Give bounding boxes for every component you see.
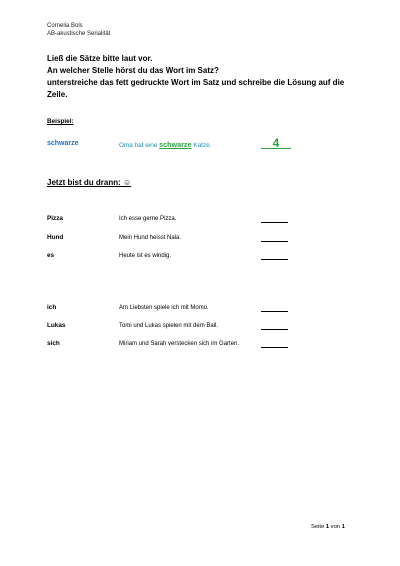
answer-line[interactable] xyxy=(261,241,288,242)
example-sentence-start: Oma hat eine xyxy=(119,142,160,149)
answer-line[interactable] xyxy=(261,222,288,223)
task-sentence: Heute ist es windig. xyxy=(119,253,172,259)
task-sentence: Tomi und Lukas spielen mit dem Ball. xyxy=(119,323,219,329)
task-word: sich xyxy=(47,340,60,347)
answer-line[interactable] xyxy=(261,347,288,348)
answer-line[interactable] xyxy=(261,329,288,330)
example-answer: 4 xyxy=(272,136,280,150)
task-row xyxy=(0,340,400,352)
task-word: ich xyxy=(47,304,57,311)
page-number-separator: von xyxy=(329,524,342,530)
task-sentence: Am Liebsten spiele ich mit Momo. xyxy=(119,305,209,311)
task-word: Lukas xyxy=(47,322,66,329)
document-subtitle: AB-akustische Serialität xyxy=(47,31,111,37)
document-header xyxy=(47,22,110,38)
total-pages: 1 xyxy=(341,524,345,530)
example-sentence xyxy=(119,140,211,149)
instruction-line: Ließ die Sätze bitte laut vor. xyxy=(47,54,153,63)
task-row xyxy=(0,215,400,227)
task-sentence: Mein Hund heisst Nala. xyxy=(119,235,182,241)
instruction-line: An welcher Stelle hörst du das Wort im Satz? xyxy=(47,66,219,75)
page-number xyxy=(311,524,345,530)
task-word: Hund xyxy=(47,234,64,241)
task-sentence: Ich esse gerne Pizza. xyxy=(119,216,177,222)
instructions xyxy=(47,53,365,101)
task-sentence: Miriam und Sarah verstecken sich im Garten. xyxy=(119,341,240,347)
task-heading: Jetzt bist du drann: ☺ xyxy=(47,178,132,187)
task-word: es xyxy=(47,252,55,259)
task-row xyxy=(0,322,400,334)
example-word: schwarze xyxy=(47,140,79,147)
task-row xyxy=(0,252,400,264)
task-row xyxy=(0,234,400,246)
example-answer-line xyxy=(261,134,291,149)
instruction-line: Zeile. xyxy=(47,90,68,99)
answer-line[interactable] xyxy=(261,259,288,260)
current-page: 1 xyxy=(325,524,330,530)
task-word: Pizza xyxy=(47,215,63,222)
instruction-line: unterstreiche das fett gedruckte Wort im Satz und schreibe die Lösung auf die xyxy=(47,78,345,87)
example-label: Beispiel: xyxy=(47,118,74,125)
task-row xyxy=(0,304,400,316)
example-highlight-word: schwarze xyxy=(159,140,192,149)
example-sentence-end: Katze. xyxy=(191,142,212,149)
page-number-prefix: Seite xyxy=(311,524,326,530)
author-name: Cornelia Bols xyxy=(47,23,83,29)
answer-line[interactable] xyxy=(261,311,288,312)
